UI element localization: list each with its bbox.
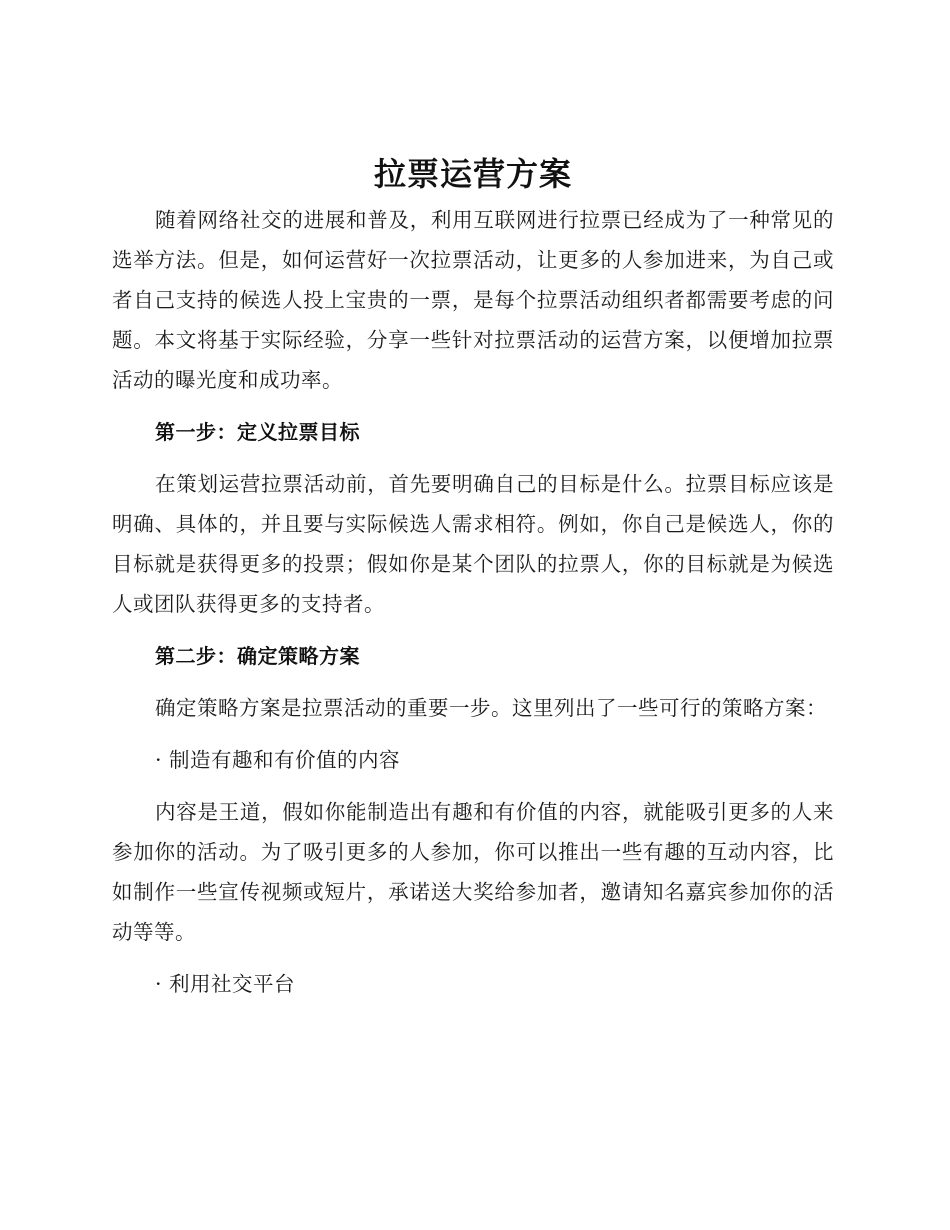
bullet-item-content: · 制造有趣和有价值的内容 xyxy=(155,748,401,772)
step1-paragraph: 在策划运营拉票活动前，首先要明确自己的目标是什么。拉票目标应该是明确、具体的，并且要与实际候选人需求相符。例如，你自己是候选人，你的目标就是获得更多的投票；假如你是某个团队的拉票人，你的目标就是为候选人或团队获得更多的支持者。 xyxy=(112,472,834,616)
document-title: 拉票运营方案 xyxy=(373,155,572,193)
step1-heading: 第一步：定义拉票目标 xyxy=(155,420,360,444)
step2-paragraph: 确定策略方案是拉票活动的重要一步。这里列出了一些可行的策略方案： xyxy=(155,696,827,720)
document-body xyxy=(112,148,834,1016)
bullet-item-social: · 利用社交平台 xyxy=(155,972,296,996)
intro-paragraph: 随着网络社交的进展和普及，利用互联网进行拉票已经成为了一种常见的选举方法。但是，如何运营好一次拉票活动，让更多的人参加进来，为自己或者自己支持的候选人投上宝贵的一票，是每个拉票活动组织者都需要考虑的问题。本文将基于实际经验，分享一些针对拉票活动的运营方案，以便增加拉票活动的曝光度和成功率。 xyxy=(112,208,834,392)
step2-heading: 第二步：确定策略方案 xyxy=(155,644,360,668)
bullet-content-paragraph: 内容是王道，假如你能制造出有趣和有价值的内容，就能吸引更多的人来参加你的活动。为了吸引更多的人参加，你可以推出一些有趣的互动内容，比如制作一些宣传视频或短片，承诺送大奖给参加者，邀请知名嘉宾参加你的活动等等。 xyxy=(112,800,834,944)
